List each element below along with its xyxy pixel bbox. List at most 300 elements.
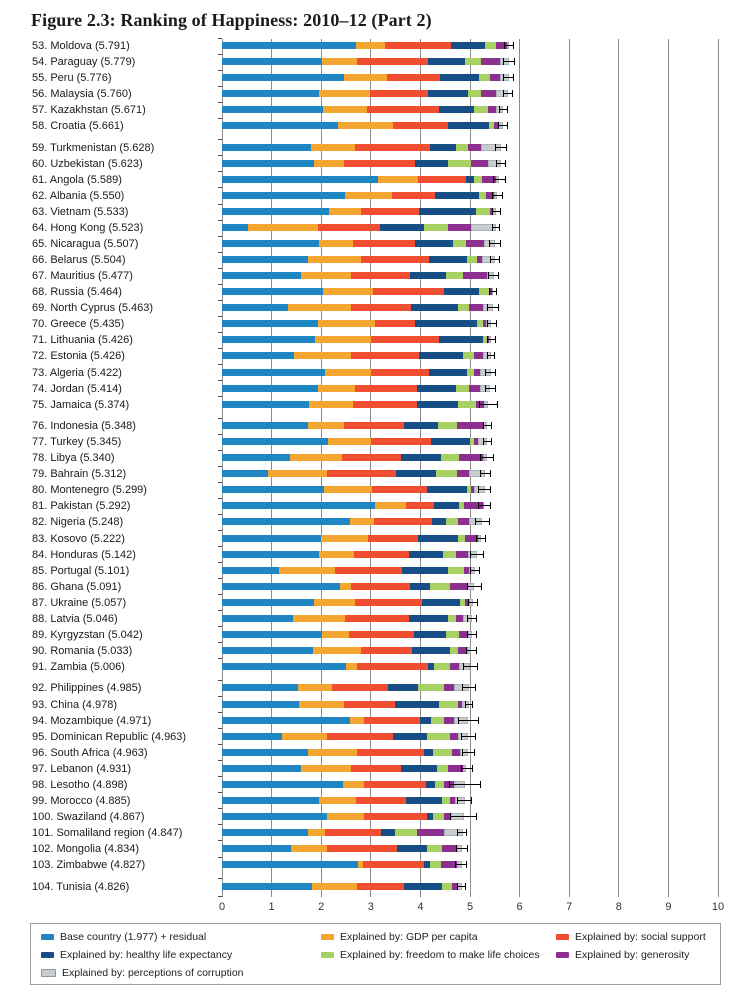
row-tick [218, 364, 223, 365]
row-tick [218, 482, 223, 483]
segment-gdp [309, 401, 354, 408]
x-tick-label: 0 [218, 900, 226, 913]
country-label: 62. Albania (5.550) [32, 189, 125, 202]
segment-social [364, 781, 426, 788]
chart-row [222, 256, 495, 263]
segment-social [357, 883, 404, 890]
error-bar-cap-left [499, 106, 500, 113]
segment-health [451, 42, 485, 49]
segment-base [222, 502, 375, 509]
segment-gdp [279, 567, 335, 574]
segment-base [222, 701, 299, 708]
segment-gdp [325, 369, 371, 376]
error-bar-cap-right [500, 240, 501, 247]
segment-social [355, 599, 421, 606]
error-bar-cap-left [467, 615, 468, 622]
segment-base [222, 304, 288, 311]
country-label: 102. Mongolia (4.834) [32, 842, 140, 855]
segment-health [415, 240, 452, 247]
country-label: 55. Peru (5.776) [32, 72, 112, 85]
segment-social [351, 304, 411, 311]
error-bar-cap-left [457, 883, 458, 890]
row-tick [218, 332, 223, 333]
x-tick-label: 3 [367, 900, 374, 913]
row-tick [218, 642, 223, 643]
error-bar-cap-right [507, 106, 508, 113]
segment-freedom [479, 192, 486, 199]
segment-base [222, 647, 313, 654]
segment-gdp [288, 304, 351, 311]
error-bar-cap-right [483, 551, 484, 558]
chart-row [222, 401, 488, 408]
error-bar-cap-right [479, 567, 480, 574]
chart-row [222, 74, 509, 81]
segment-freedom [430, 861, 441, 868]
error-bar-cap-right [513, 42, 514, 49]
row-tick [218, 434, 223, 435]
segment-gdp [293, 615, 344, 622]
segment-health [404, 422, 438, 429]
legend-item-freedom [321, 949, 540, 961]
segment-generosity [442, 845, 457, 852]
segment-base [222, 240, 319, 247]
segment-health [428, 90, 467, 97]
error-bar-cap-left [470, 551, 471, 558]
x-tick-label: 4 [417, 900, 424, 913]
segment-generosity [444, 717, 453, 724]
error-bar-cap-right [466, 829, 467, 836]
segment-generosity [471, 160, 488, 167]
row-tick [218, 840, 223, 841]
x-tick-label: 9 [665, 900, 672, 913]
segment-freedom [467, 369, 474, 376]
segment-social [332, 684, 389, 691]
segment-gdp [321, 535, 369, 542]
error-bar-cap-right [491, 422, 492, 429]
segment-base [222, 320, 318, 327]
segment-social [363, 861, 424, 868]
segment-social [370, 90, 428, 97]
row-tick [218, 70, 223, 71]
row-tick [218, 680, 223, 681]
country-label: 90. Romania (5.033) [32, 644, 133, 657]
segment-social [361, 208, 420, 215]
segment-gdp [344, 74, 387, 81]
error-bar [461, 736, 476, 737]
segment-base [222, 224, 248, 231]
segment-social [355, 385, 417, 392]
chart-row [222, 42, 509, 49]
x-tick-label: 5 [466, 900, 474, 913]
x-tick-label: 1 [268, 900, 275, 913]
segment-base [222, 765, 301, 772]
error-bar-cap-left [492, 192, 493, 199]
row-tick [218, 204, 223, 205]
segment-health [431, 438, 470, 445]
row-tick [218, 546, 223, 547]
segment-social [364, 717, 420, 724]
chart-row [222, 583, 474, 590]
error-bar-cap-left [489, 240, 490, 247]
country-label: 81. Pakistan (5.292) [32, 500, 131, 513]
error-bar-cap-left [479, 401, 480, 408]
chart-row [222, 144, 501, 151]
country-label: 87. Ukraine (5.057) [32, 596, 127, 609]
segment-health [419, 352, 462, 359]
segment-health [396, 470, 436, 477]
segment-freedom [437, 765, 448, 772]
country-label: 76. Indonesia (5.348) [32, 420, 136, 433]
gridline [569, 39, 570, 897]
segment-generosity [481, 90, 495, 97]
segment-gdp [312, 883, 358, 890]
error-bar-cap-left [456, 845, 457, 852]
chart-row [222, 486, 485, 493]
legend-swatch-gdp [321, 934, 334, 940]
segment-social [353, 240, 415, 247]
segment-gdp [328, 438, 371, 445]
gridline [668, 39, 669, 897]
segment-social [327, 733, 393, 740]
segment-generosity [457, 470, 469, 477]
error-bar-cap-left [480, 454, 481, 461]
segment-social [354, 551, 410, 558]
legend-item-generosity [556, 949, 689, 961]
chart-row [222, 647, 471, 654]
legend-item-social [556, 931, 706, 943]
segment-social [372, 486, 427, 493]
row-tick [218, 102, 223, 103]
error-bar-cap-left [476, 535, 477, 542]
row-tick [218, 712, 223, 713]
segment-generosity [444, 684, 454, 691]
row-tick [218, 316, 223, 317]
segment-freedom [433, 813, 444, 820]
segment-social [371, 369, 430, 376]
error-bar-cap-left [498, 122, 499, 129]
figure-title: Figure 2.3: Ranking of Happiness: 2010–12 (Part 2) [31, 10, 432, 30]
segment-base [222, 551, 319, 558]
segment-health [422, 599, 460, 606]
segment-freedom [439, 701, 457, 708]
segment-freedom [395, 829, 417, 836]
error-bar-cap-left [475, 518, 476, 525]
segment-health [395, 701, 439, 708]
error-bar-cap-right [476, 631, 477, 638]
row-tick [218, 857, 223, 858]
segment-health [406, 797, 442, 804]
segment-social [351, 765, 401, 772]
country-label: 104. Tunisia (4.826) [32, 880, 130, 893]
country-label: 82. Nigeria (5.248) [32, 516, 124, 529]
error-bar-cap-left [485, 385, 486, 392]
segment-social [418, 176, 466, 183]
segment-health [409, 551, 442, 558]
segment-gdp [282, 733, 327, 740]
row-tick [218, 578, 223, 579]
row-tick [218, 744, 223, 745]
chart-row [222, 160, 501, 167]
country-label: 103. Zimbabwe (4.827) [32, 859, 146, 871]
row-tick [218, 38, 223, 39]
chart-row [222, 470, 485, 477]
chart-row [222, 861, 462, 868]
error-bar-cap-left [495, 144, 496, 151]
segment-health [429, 369, 467, 376]
segment-freedom [456, 144, 468, 151]
segment-base [222, 385, 318, 392]
segment-gdp [323, 288, 373, 295]
segment-base [222, 369, 325, 376]
segment-health [401, 454, 441, 461]
segment-gdp [294, 352, 351, 359]
error-bar-cap-left [483, 438, 484, 445]
segment-freedom [435, 781, 444, 788]
error-bar-cap-left [487, 336, 488, 343]
segment-health [420, 717, 431, 724]
segment-freedom [465, 58, 481, 65]
error-bar-cap-right [481, 583, 482, 590]
segment-social [364, 813, 427, 820]
error-bar-cap-right [474, 749, 475, 756]
legend-swatch-generosity [556, 952, 569, 958]
segment-health [410, 583, 430, 590]
segment-health [448, 122, 489, 129]
legend-item-base [41, 931, 206, 943]
segment-gdp [311, 144, 356, 151]
chart-row [222, 883, 462, 890]
segment-social [351, 272, 410, 279]
error-bar-cap-left [493, 176, 494, 183]
segment-social [375, 320, 416, 327]
error-bar-cap-left [458, 717, 459, 724]
segment-freedom [468, 90, 482, 97]
country-label: 98. Lesotho (4.898) [32, 778, 128, 791]
segment-freedom [418, 684, 444, 691]
segment-health [412, 647, 450, 654]
row-tick [218, 396, 223, 397]
segment-base [222, 454, 290, 461]
error-bar-cap-right [465, 883, 466, 890]
segment-base [222, 470, 268, 477]
country-label: 70. Greece (5.435) [32, 318, 125, 331]
country-label: 57. Kazakhstan (5.671) [32, 104, 146, 117]
segment-base [222, 74, 344, 81]
segment-health [432, 518, 446, 525]
segment-freedom [476, 208, 490, 215]
row-tick [218, 220, 223, 221]
segment-base [222, 813, 327, 820]
error-bar-cap-left [487, 304, 488, 311]
segment-social [371, 336, 439, 343]
country-label: 85. Portugal (5.101) [32, 564, 130, 577]
segment-gdp [319, 240, 353, 247]
segment-freedom [442, 883, 452, 890]
segment-freedom [485, 42, 496, 49]
segment-freedom [474, 176, 482, 183]
chart-row [222, 288, 493, 295]
row-tick [218, 728, 223, 729]
row-tick [218, 498, 223, 499]
segment-base [222, 749, 308, 756]
chart-row [222, 304, 493, 311]
row-tick [218, 562, 223, 563]
segment-generosity [481, 58, 499, 65]
error-bar-cap-left [462, 749, 463, 756]
error-bar-cap-right [507, 122, 508, 129]
legend-item-corruption [41, 967, 244, 979]
segment-social [345, 615, 410, 622]
error-bar-cap-left [488, 272, 489, 279]
row-tick [218, 792, 223, 793]
segment-health [444, 288, 479, 295]
segment-base [222, 486, 324, 493]
country-label: 77. Turkey (5.345) [32, 436, 122, 449]
segment-social [351, 583, 410, 590]
segment-generosity [450, 663, 459, 670]
segment-health [402, 567, 448, 574]
chart-row [222, 551, 477, 558]
error-bar-cap-right [466, 861, 467, 868]
segment-social [393, 122, 448, 129]
segment-freedom [458, 304, 470, 311]
country-label: 67. Mauritius (5.477) [32, 270, 133, 283]
legend-label: Explained by: GDP per capita [340, 931, 478, 943]
chart-row [222, 813, 464, 820]
error-bar [457, 800, 472, 801]
error-bar-cap-left [504, 42, 505, 49]
error-bar-cap-right [506, 144, 507, 151]
chart-row [222, 663, 470, 670]
segment-gdp [248, 224, 318, 231]
error-bar-cap-left [467, 631, 468, 638]
x-tick-label: 2 [318, 900, 325, 913]
segment-freedom [427, 733, 450, 740]
country-label: 97. Lebanon (4.931) [32, 762, 132, 775]
error-bar-cap-right [493, 454, 494, 461]
chart-row [222, 90, 508, 97]
segment-health [393, 733, 427, 740]
segment-base [222, 599, 314, 606]
error-bar-cap-right [498, 272, 499, 279]
row-tick [218, 284, 223, 285]
legend-swatch-base [41, 934, 54, 940]
segment-base [222, 208, 329, 215]
error-bar-cap-right [494, 352, 495, 359]
error-bar-cap-left [470, 567, 471, 574]
error-bar-cap-right [490, 470, 491, 477]
segment-freedom [438, 422, 457, 429]
segment-social [344, 701, 395, 708]
error-bar-cap-right [513, 74, 514, 81]
country-label: 91. Zambia (5.006) [32, 660, 125, 673]
error-bar-cap-right [477, 599, 478, 606]
error-bar-cap-right [476, 647, 477, 654]
error-bar-cap-right [496, 288, 497, 295]
country-label: 75. Jamaica (5.374) [32, 398, 130, 411]
segment-freedom [441, 454, 459, 461]
segment-health [439, 106, 474, 113]
segment-generosity [468, 144, 481, 151]
error-bar-cap-left [492, 208, 493, 215]
error-bar-cap-left [503, 90, 504, 97]
segment-social [357, 663, 427, 670]
country-label: 68. Russia (5.464) [32, 286, 122, 299]
legend-label: Explained by: healthy life expectancy [60, 949, 233, 961]
segment-freedom [463, 352, 474, 359]
segment-gdp [315, 336, 372, 343]
row-tick [218, 530, 223, 531]
segment-base [222, 192, 345, 199]
x-tick-label: 6 [516, 900, 523, 913]
segment-gdp [299, 701, 344, 708]
segment-base [222, 583, 340, 590]
segment-gdp [268, 470, 327, 477]
error-bar-cap-left [487, 320, 488, 327]
segment-gdp [378, 176, 418, 183]
country-label: 79. Bahrain (5.312) [32, 468, 127, 481]
segment-freedom [474, 106, 488, 113]
segment-base [222, 58, 322, 65]
segment-generosity [469, 385, 479, 392]
chart-row [222, 438, 487, 445]
row-tick [218, 252, 223, 253]
error-bar-cap-right [496, 320, 497, 327]
chart-row [222, 518, 482, 525]
error-bar-cap-right [505, 176, 506, 183]
chart-row [222, 502, 484, 509]
country-label: 59. Turkmenistan (5.628) [32, 141, 155, 154]
segment-gdp [322, 58, 357, 65]
segment-health [424, 749, 432, 756]
segment-generosity [448, 224, 471, 231]
segment-health [415, 320, 477, 327]
segment-freedom [446, 272, 462, 279]
segment-freedom [442, 797, 450, 804]
error-bar-cap-left [461, 765, 462, 772]
error-bar-cap-right [495, 369, 496, 376]
segment-freedom [448, 615, 456, 622]
chart-row [222, 352, 491, 359]
segment-base [222, 438, 328, 445]
legend-swatch-freedom [321, 952, 334, 958]
segment-base [222, 144, 311, 151]
segment-health [418, 535, 458, 542]
segment-social [371, 438, 431, 445]
row-tick [218, 187, 223, 188]
segment-health [428, 58, 465, 65]
error-bar-cap-left [463, 663, 464, 670]
segment-base [222, 256, 308, 263]
segment-gdp [308, 749, 357, 756]
segment-social [327, 470, 396, 477]
error-bar [479, 404, 499, 405]
row-tick [218, 808, 223, 809]
segment-social [392, 192, 435, 199]
error-bar [470, 554, 485, 555]
chart-row [222, 208, 496, 215]
segment-gdp [308, 829, 324, 836]
error-bar-cap-left [492, 224, 493, 231]
segment-generosity [450, 733, 457, 740]
country-label: 66. Belarus (5.504) [32, 254, 126, 267]
error-bar-cap-left [461, 733, 462, 740]
row-tick [218, 86, 223, 87]
segment-social [361, 256, 429, 263]
chart-row [222, 845, 462, 852]
segment-freedom [443, 551, 456, 558]
row-tick [218, 896, 223, 897]
